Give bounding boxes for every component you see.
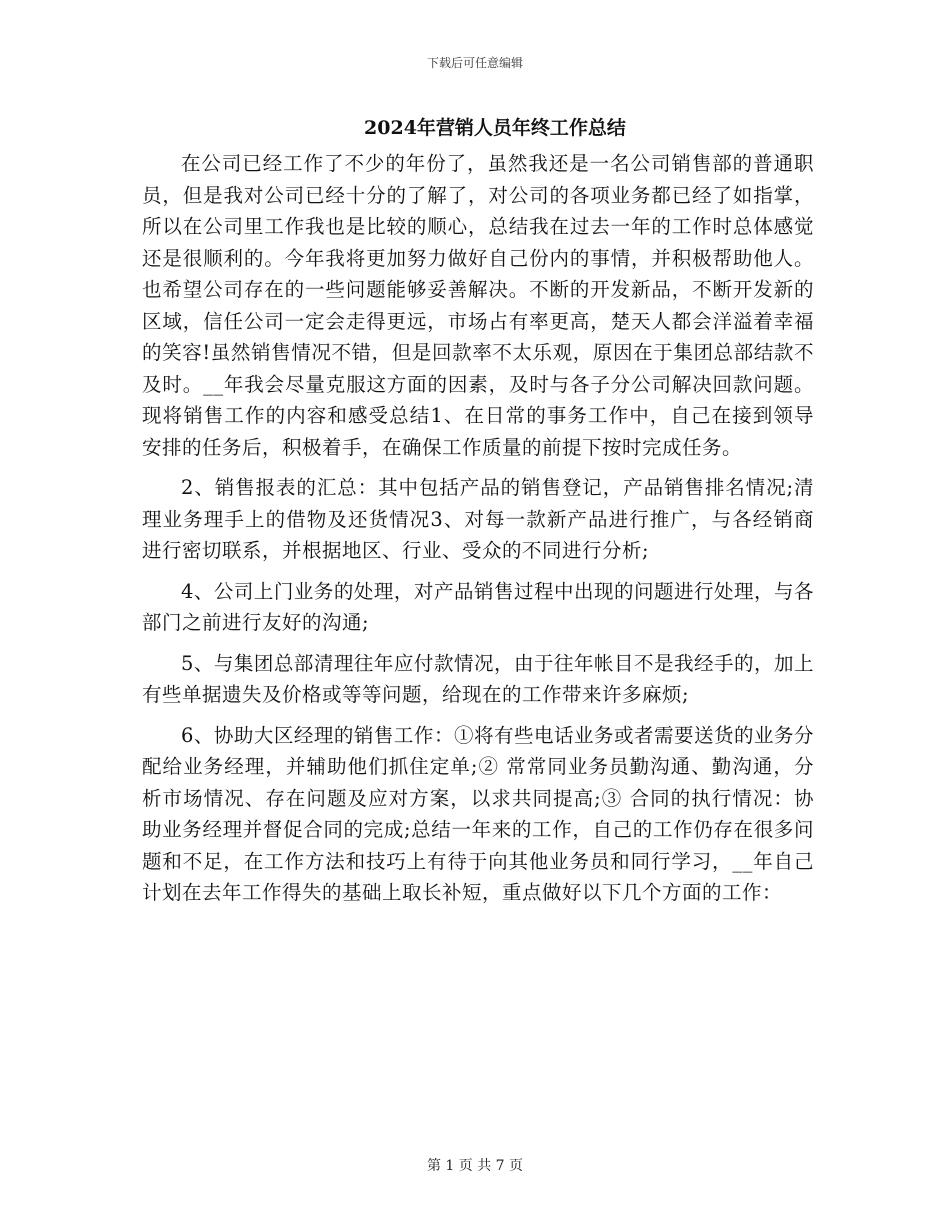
page-number: 第 1 页 共 7 页	[426, 1158, 524, 1174]
document-title: 2024年营销人员年终工作总结	[364, 117, 626, 139]
document-body	[142, 148, 814, 909]
paragraph-3: 4、公司上门业务的处理，对产品销售过程中出现的问题进行处理，与各部门之前进行友好的沟通;	[142, 579, 814, 634]
paragraph-2: 2、销售报表的汇总：其中包括产品的销售登记，产品销售排名情况;清理业务理手上的借物及还货情况3、对每一款新产品进行推广，与各经销商进行密切联系，并根据地区、行业、受众的不同进行分析;	[142, 476, 814, 562]
header-note: 下载后可任意编辑	[426, 56, 523, 70]
paragraph-1: 在公司已经工作了不少的年份了，虽然我还是一名公司销售部的普通职员，但是我对公司已经十分的了解了，对公司的各项业务都已经了如指掌，所以在公司里工作我也是比较的顺心，总结我在过去一年的工作时总体感觉还是很顺利的。今年我将更加努力做好自己份内的事情，并积极帮助他人。也希望公司存在的一些问题能够妥善解决。不断的开发新品，不断开发新的区域，信任公司一定会走得更远，市场占有率更高，楚天人都会洋溢着幸福的笑容!虽然销售情况不错，但是回款率不太乐观，原因在于集团总部结款不及时。__年我会尽量克服这方面的因素，及时与各子分公司解决回款问题。现将销售工作的内容和感受总结1、在日常的事务工作中，自己在接到领导安排的任务后，积极着手，在确保工作质量的前提下按时完成任务。	[142, 152, 814, 459]
paragraph-5: 6、协助大区经理的销售工作：①将有些电话业务或者需要送货的业务分配给业务经理，并辅助他们抓住定单;② 常常同业务员勤沟通、勤沟通，分析市场情况、存在问题及应对方案，以求共同提高;③ 合同的执行情况：协助业务经理并督促合同的完成;总结一年来的工作，自己的工作仍存在很多问题和不足，在工作方法和技巧上有待于向其他业务员和同行学习，__年自己计划在去年工作得失的基础上取长补短，重点做好以下几个方面的工作：	[142, 723, 814, 904]
paragraph-4: 5、与集团总部清理往年应付款情况，由于往年帐目不是我经手的，加上有些单据遗失及价格或等等问题，给现在的工作带来许多麻烦;	[142, 651, 814, 706]
